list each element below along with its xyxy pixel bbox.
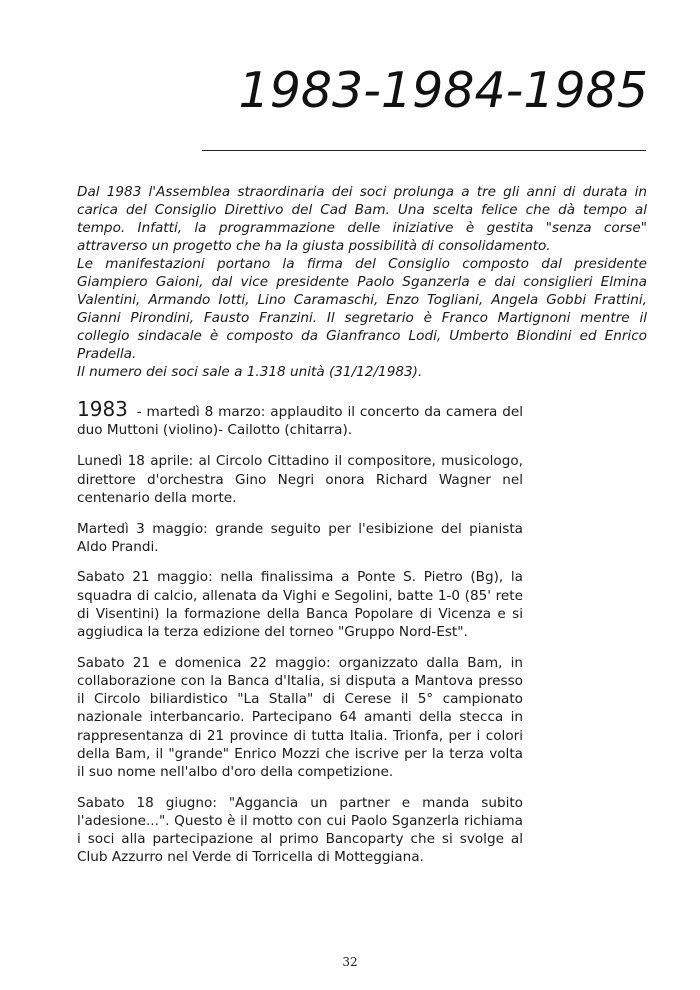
intro-paragraph: Il numero dei soci sale a 1.318 unità (31/12/1983).	[77, 364, 423, 380]
event-text: - martedì 8 marzo: applaudito il concerto da camera del duo Muttoni (violino)- Cailotto (chitarra).	[77, 404, 523, 439]
events-section	[77, 397, 523, 879]
event-entry: Sabato 18 giugno: "Aggancia un partner e manda subito l'adesione...". Questo è il motto con cui Paolo Sganzerla richiama i soci alla partecipazione al primo Bancoparty che si svolge al Club Azzurro nel Verde di Torricella di Motteggiana.	[77, 794, 523, 866]
intro-paragraph: Dal 1983 l'Assemblea straordinaria dei soci prolunga a tre gli anni di durata in carica del Consiglio Direttivo del Cad Bam. Una scelta felice che dà tempo al tempo. Infatti, la programmazione delle iniziative è gestita "senza corse" attraverso un progetto che ha la giusta possibilità di consolidamento.	[77, 184, 647, 254]
event-entry: Sabato 21 maggio: nella finalissima a Ponte S. Pietro (Bg), la squadra di calcio, allenata da Vighi e Segolini, batte 1-0 (85' rete di Visentini) la formazione della Banca Popolare di Vicenza e si aggiudica la terza edizione del torneo "Gruppo Nord-Est".	[77, 569, 523, 641]
page-number: 32	[342, 955, 358, 969]
intro-paragraph: Le manifestazioni portano la firma del Consiglio composto dal presidente Giampiero Gaioni, dal vice presidente Paolo Sganzerla e dai consiglieri Elmina Valentini, Armando Iotti, Lino Caramaschi, Enzo Togliani, Angela Gobbi Frattini, Gianni Pirondini, Fausto Franzini. Il segretario è Franco Martignoni mentre il collegio sindacale è composto da Gianfranco Lodi, Umberto Biondini ed Enrico Pradella.	[77, 256, 647, 362]
page-title: 1983-1984-1985	[238, 62, 648, 119]
event-entry: Sabato 21 e domenica 22 maggio: organizzato dalla Bam, in collaborazione con la Banca d'Italia, si disputa a Mantova presso il Circolo biliardistico "La Stalla" di Cerese il 5° campionato nazionale interbancario. Partecipano 64 amanti della stecca in rappresentanza di 21 province di tutta Italia. Trionfa, per i colori della Bam, il "grande" Enrico Mozzi che iscrive per la terza volta il suo nome nell'albo d'oro della competizione.	[77, 654, 523, 780]
title-divider	[202, 150, 646, 151]
intro-section	[77, 183, 647, 381]
year-heading: 1983	[77, 397, 128, 421]
event-entry	[77, 397, 523, 439]
event-entry: Lunedì 18 aprile: al Circolo Cittadino il compositore, musicologo, direttore d'orchestra Gino Negri onora Richard Wagner nel centenario della morte.	[77, 453, 523, 506]
event-entry: Martedì 3 maggio: grande seguito per l'esibizione del pianista Aldo Prandi.	[77, 520, 523, 555]
